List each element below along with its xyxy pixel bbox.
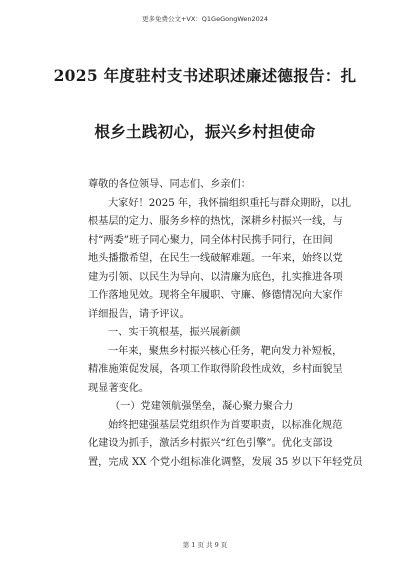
header-note: 更多免费公文+VX：Q1GeGongWen2024: [141, 15, 269, 23]
document-title-line-1: 2025 年度驻村支书述职述廉述德报告：扎: [53, 66, 357, 85]
paragraph-line: 现显著变化。: [88, 382, 150, 394]
paragraph-line: 化建设为抓手，激活乡村振兴“红色引擎”。优化支部设: [88, 438, 333, 449]
subsection-heading: （一）党建领航强堡垒，凝心聚力聚合力: [110, 401, 294, 412]
paragraph-line: 精准施策促发展，各项工作取得阶段性成效，乡村面貌呈: [88, 364, 343, 375]
paragraph-line: 建为引领、以民生为导向、以清廉为底色，扎实推进各项: [88, 271, 343, 283]
page-footer: 第 1 页 共 9 页: [182, 541, 228, 549]
paragraph-line: 根基层的定力、服务乡梓的热忱，深耕乡村振兴一线，与: [88, 216, 343, 227]
paragraph-line: 地头播撒希望，在民生一线破解难题。一年来，始终以党: [88, 253, 343, 264]
document-body: [88, 176, 378, 472]
paragraph-line: 一年来，聚焦乡村振兴核心任务，靶向发力补短板，: [108, 345, 343, 357]
paragraph-line: 始终把建强基层党组织作为首要职责，以标准化规范: [108, 419, 343, 431]
paragraph-line: 置，完成 XX 个党小组标准化调整，发展 35 岁以下年轻党员: [88, 456, 363, 468]
section-heading: 一、实干筑根基，振兴展新颜: [108, 327, 241, 338]
paragraph-line: 详细报告，请予评议。: [88, 308, 190, 320]
paragraph-line: 村“两委”班子同心聚力，同全体村民携手同行，在田间: [88, 234, 333, 246]
paragraph-line: 大家好！2025 年，我怀揣组织重托与群众期盼，以扎: [108, 197, 352, 209]
salutation: 尊敬的各位领导、同志们、乡亲们：: [88, 179, 251, 190]
paragraph-line: 工作落地见效。现将全年履职、守廉、修德情况向大家作: [88, 290, 343, 301]
document-title-line-2: 根乡土践初心，振兴乡村担使命: [94, 122, 316, 141]
